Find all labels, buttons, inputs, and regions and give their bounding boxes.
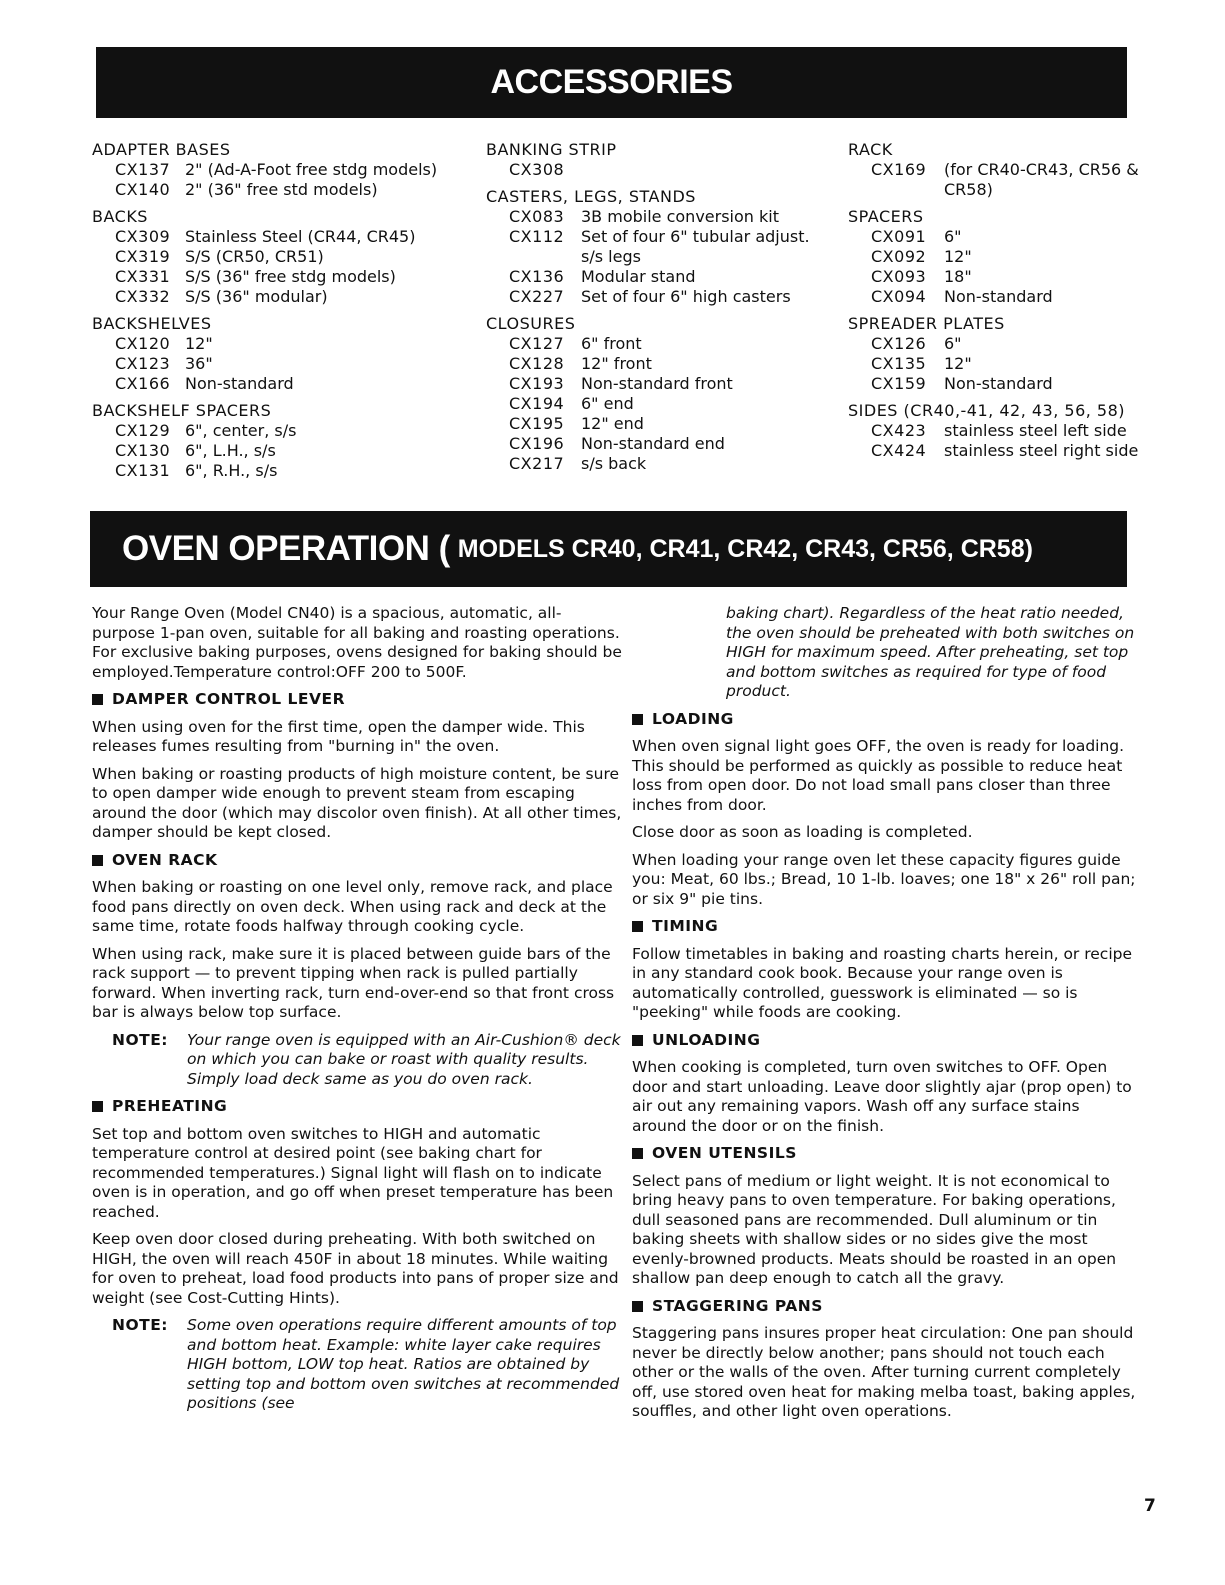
accessory-description: Modular stand — [581, 267, 696, 286]
oven-operation-title: OVEN OPERATION ( — [122, 529, 450, 568]
accessory-description: stainless steel left side — [944, 421, 1127, 440]
accessory-code: CX137 — [115, 160, 171, 179]
note-label: NOTE: — [112, 1030, 169, 1049]
accessory-item — [848, 160, 1148, 200]
accessory-group-heading: ADAPTER BASES — [92, 140, 231, 159]
accessory-description: Set of four 6" high casters — [581, 287, 791, 306]
paragraph: Select pans of medium or light weight. It is not economical to bring heavy pans to oven temperature. For baking operations, dull seasoned pans are recommended. Dull aluminum or tin baking sheets with shallow sides or no sides give the most evenly-browned products. Meats should be roasted in an open shallow pan deep enough to catch all the gravy. — [632, 1171, 1117, 1287]
accessory-description: 2" (Ad-A-Foot free stdg models) — [185, 160, 438, 179]
intro-paragraph: Your Range Oven (Model CN40) is a spacious, automatic, all-purpose 1-pan oven, suitable for all baking and roasting operations. For exclusive baking purposes, ovens designed for baking should be employed.Temperature control:OFF 200 to 500F. — [92, 604, 622, 681]
accessory-item — [848, 287, 1148, 307]
accessory-description: 12" — [185, 334, 213, 353]
accessory-description: 3B mobile conversion kit — [581, 207, 779, 226]
paragraph: When using oven for the first time, open the damper wide. This releases fumes resulting from "burning in" the oven. — [92, 717, 585, 755]
accessory-group — [486, 187, 826, 307]
accessory-code: CX227 — [509, 287, 565, 306]
accessory-item — [848, 267, 1148, 287]
section-heading — [632, 1297, 1138, 1317]
accessory-item — [92, 461, 472, 481]
accessory-item — [92, 441, 472, 461]
accessory-item — [92, 334, 472, 354]
note-continuation: baking chart). Regardless of the heat ratio needed, the oven should be preheated with both switches on HIGH for maximum speed. After preheating, set top and bottom switches as required for type of food product. — [726, 604, 1135, 700]
accessory-code: CX309 — [115, 227, 171, 246]
accessory-group — [486, 314, 826, 474]
section-heading — [632, 917, 1138, 937]
accessory-code: CX127 — [509, 334, 565, 353]
accessory-item — [92, 354, 472, 374]
section-heading — [632, 1144, 1138, 1164]
loading-heading: LOADING — [652, 709, 734, 728]
paragraph: When oven signal light goes OFF, the oven is ready for loading. This should be performed as quickly as possible to reduce heat loss from open door. Do not load small pans closer than three inches from door. — [632, 737, 1125, 814]
page-number: 7 — [1144, 1496, 1156, 1516]
note — [112, 1316, 622, 1414]
accessory-description: s/s back — [581, 454, 647, 473]
accessory-description: Set of four 6" tubular adjust. s/s legs — [581, 227, 810, 266]
timing-heading: TIMING — [652, 917, 719, 935]
accessory-description: 12" — [944, 354, 972, 373]
accessory-description: Stainless Steel (CR44, CR45) — [185, 227, 416, 246]
paragraph: When using rack, make sure it is placed between guide bars of the rack support — to prevent tipping when rack is pulled partially forward. When inverting rack, turn end-over-end so that front cross bar is always below top surface. — [92, 944, 615, 1021]
accessory-item — [486, 414, 826, 434]
section-heading — [92, 1097, 622, 1117]
accessory-group-heading: BANKING STRIP — [486, 140, 617, 159]
accessory-item — [92, 247, 472, 267]
left-column — [92, 604, 622, 1422]
accessory-item — [486, 227, 826, 267]
accessory-code: CX083 — [509, 207, 565, 226]
accessory-item — [848, 421, 1148, 441]
accessory-code: CX128 — [509, 354, 565, 373]
accessory-item — [848, 247, 1148, 267]
accessory-item — [486, 434, 826, 454]
accessory-description — [581, 160, 826, 180]
paragraph: Staggering pans insures proper heat circulation: One pan should never be directly below another; pans should not touch each other or the walls of the oven. After turning current completely off, use stored oven heat for making melba toast, baking apples, souffles, and other light oven operations. — [632, 1324, 1136, 1420]
accessory-code: CX120 — [115, 334, 171, 353]
paragraph: Set top and bottom oven switches to HIGH and automatic temperature control at desired point (see baking chart for recommended temperatures.) Signal light will flash on to indicate oven is in operation, and go off when preset temperature has been reached. — [92, 1124, 614, 1221]
accessory-item — [92, 160, 472, 180]
accessory-description: 2" (36" free std models) — [185, 180, 378, 199]
accessory-code: CX193 — [509, 374, 565, 393]
section-heading — [92, 851, 622, 871]
accessory-group — [486, 140, 826, 180]
right-column — [632, 604, 1138, 1430]
accessory-description: stainless steel right side — [944, 441, 1139, 460]
accessory-code: CX129 — [115, 421, 171, 440]
accessory-description: 6" — [944, 334, 962, 353]
accessory-group-heading: CLOSURES — [486, 314, 576, 333]
bullet-square-icon — [632, 1301, 643, 1312]
accessory-item — [486, 334, 826, 354]
accessory-description: 6", R.H., s/s — [185, 461, 278, 480]
accessory-code: CX331 — [115, 267, 171, 286]
bullet-square-icon — [92, 694, 103, 705]
accessory-code: CX308 — [509, 160, 565, 179]
accessory-group-heading: SPREADER PLATES — [848, 314, 1005, 333]
accessory-description: 6" end — [581, 394, 634, 413]
accessory-description: 6", center, s/s — [185, 421, 297, 440]
accessory-description: 12" end — [581, 414, 644, 433]
accessory-code: CX196 — [509, 434, 565, 453]
accessory-code: CX091 — [871, 227, 927, 246]
unloading-heading: UNLOADING — [652, 1030, 761, 1049]
accessory-description: 12" — [944, 247, 972, 266]
accessory-description: Non-standard — [944, 287, 1053, 306]
accessory-item — [848, 334, 1148, 354]
accessory-item — [486, 160, 826, 180]
accessory-item — [92, 421, 472, 441]
accessory-group-heading: SPACERS — [848, 207, 924, 226]
paragraph: When cooking is completed, turn oven switches to OFF. Open door and start unloading. Leave door slightly ajar (prop open) to air out any remaining vapors. Wash off any surface stains around the door or on the finish. — [632, 1058, 1132, 1135]
accessory-description: (for CR40-CR43, CR56 & CR58) — [944, 160, 1139, 199]
bullet-square-icon — [632, 1035, 643, 1046]
accessory-item — [848, 441, 1148, 461]
accessory-item — [486, 374, 826, 394]
accessory-code: CX130 — [115, 441, 171, 460]
accessory-code: CX093 — [871, 267, 927, 286]
note-text: Some oven operations require different amounts of top and bottom heat. Example: white layer cake requires HIGH bottom, LOW top heat. Ratios are obtained by setting top and bottom oven switches at recommended positions (see — [187, 1316, 620, 1412]
accessory-group-heading: BACKSHELF SPACERS — [92, 401, 272, 420]
accessory-item — [486, 267, 826, 287]
accessory-description: 36" — [185, 354, 213, 373]
accessory-group — [92, 401, 472, 481]
accessory-code: CX195 — [509, 414, 565, 433]
bullet-square-icon — [632, 1148, 643, 1159]
accessory-code: CX424 — [871, 441, 927, 460]
accessory-item — [486, 287, 826, 307]
accessory-code: CX194 — [509, 394, 565, 413]
section-heading — [92, 690, 622, 710]
paragraph: Keep oven door closed during preheating. With both switched on HIGH, the oven will reach 450F in about 18 minutes. While waiting for oven to preheat, load food products into pans of proper size and weight (see Cost-Cutting Hints). — [92, 1230, 619, 1307]
accessory-item — [486, 394, 826, 414]
accessory-code: CX423 — [871, 421, 927, 440]
accessory-description: 6", L.H., s/s — [185, 441, 276, 460]
accessory-code: CX140 — [115, 180, 171, 199]
accessory-group — [848, 207, 1148, 307]
accessory-description: S/S (36" modular) — [185, 287, 328, 306]
accessory-item — [848, 374, 1148, 394]
accessory-group-heading: CASTERS, LEGS, STANDS — [486, 187, 696, 206]
accessory-description: 6" front — [581, 334, 642, 353]
accessory-description: Non-standard — [944, 374, 1053, 393]
accessory-description: 12" front — [581, 354, 652, 373]
accessory-item — [486, 354, 826, 374]
note-text: Your range oven is equipped with an Air-Cushion® deck on which you can bake or roast with quality results. Simply load deck same as you do oven rack. — [187, 1030, 621, 1088]
accessory-group — [92, 207, 472, 307]
accessory-code: CX126 — [871, 334, 927, 353]
accessory-code: CX112 — [509, 227, 565, 246]
accessory-code: CX169 — [871, 160, 927, 179]
accessory-description: S/S (36" free stdg models) — [185, 267, 396, 286]
accessory-item — [92, 180, 472, 200]
accessory-item — [92, 227, 472, 247]
accessory-item — [848, 227, 1148, 247]
accessory-item — [92, 267, 472, 287]
note-label: NOTE: — [112, 1316, 169, 1334]
accessory-group — [848, 140, 1148, 200]
bullet-square-icon — [92, 1101, 103, 1112]
paragraph: When loading your range oven let these capacity figures guide you: Meat, 60 lbs.; Bread, 10 1-lb. loaves; one 18" x 26" roll pan; or six 9" pie tins. — [632, 850, 1136, 908]
accessory-item — [848, 354, 1148, 374]
accessory-group-heading: SIDES (CR40,-41, 42, 43, 56, 58) — [848, 401, 1126, 420]
accessories-title: ACCESSORIES — [490, 63, 733, 101]
accessory-description: Non-standard front — [581, 374, 733, 393]
accessories-column-1 — [92, 140, 472, 488]
bullet-square-icon — [632, 921, 643, 932]
note — [112, 1031, 622, 1090]
accessory-code: CX136 — [509, 267, 565, 286]
oven-operation-banner — [90, 511, 1127, 587]
accessories-banner — [96, 47, 1127, 118]
accessory-description: 18" — [944, 267, 972, 286]
accessory-code: CX332 — [115, 287, 171, 306]
accessory-code: CX319 — [115, 247, 171, 266]
accessory-code: CX094 — [871, 287, 927, 306]
section-heading — [632, 1031, 1138, 1051]
staggering-heading: STAGGERING PANS — [652, 1296, 823, 1315]
accessory-group — [92, 314, 472, 394]
accessory-description: Non-standard — [185, 374, 294, 393]
section-heading — [632, 710, 1138, 730]
accessory-description: S/S (CR50, CR51) — [185, 247, 324, 266]
rack-heading: OVEN RACK — [112, 850, 218, 869]
accessory-code: CX217 — [509, 454, 565, 473]
accessory-group — [848, 401, 1148, 461]
accessory-code: CX131 — [115, 461, 171, 480]
accessory-code: CX135 — [871, 354, 927, 373]
accessory-code: CX123 — [115, 354, 171, 373]
accessories-column-2 — [486, 140, 826, 481]
accessory-item — [92, 287, 472, 307]
accessory-group-heading: BACKS — [92, 207, 148, 226]
oven-operation-models: MODELS CR40, CR41, CR42, CR43, CR56, CR58) — [457, 534, 1033, 563]
paragraph: When baking or roasting on one level only, remove rack, and place food pans directly on oven deck. When using rack and deck at the same time, rotate foods halfway through cooking cycle. — [92, 878, 613, 935]
accessory-code: CX092 — [871, 247, 927, 266]
accessory-item — [486, 207, 826, 227]
accessory-code: CX166 — [115, 374, 171, 393]
bullet-square-icon — [92, 855, 103, 866]
accessories-column-3 — [848, 140, 1148, 468]
paragraph: When baking or roasting products of high moisture content, be sure to open damper wide enough to prevent steam from escaping around the door (which may discolor oven finish). At all other times, damper should be kept closed. — [92, 764, 622, 841]
preheating-heading: PREHEATING — [112, 1097, 228, 1115]
accessory-group-heading: RACK — [848, 140, 893, 159]
accessory-group — [848, 314, 1148, 394]
accessory-item — [92, 374, 472, 394]
accessory-group-heading: BACKSHELVES — [92, 314, 212, 333]
paragraph: Follow timetables in baking and roasting charts herein, or recipe in any standard cook book. Because your range oven is automatically controlled, guesswork is eliminated — so is "peeking" while foods are cooking. — [632, 944, 1133, 1021]
accessory-item — [486, 454, 826, 474]
bullet-square-icon — [632, 714, 643, 725]
utensils-heading: OVEN UTENSILS — [652, 1144, 797, 1162]
damper-heading: DAMPER CONTROL LEVER — [112, 690, 346, 708]
accessory-group — [92, 140, 472, 200]
accessory-description: 6" — [944, 227, 962, 246]
accessory-description: Non-standard end — [581, 434, 725, 453]
accessory-code: CX159 — [871, 374, 927, 393]
paragraph: Close door as soon as loading is completed. — [632, 823, 973, 841]
